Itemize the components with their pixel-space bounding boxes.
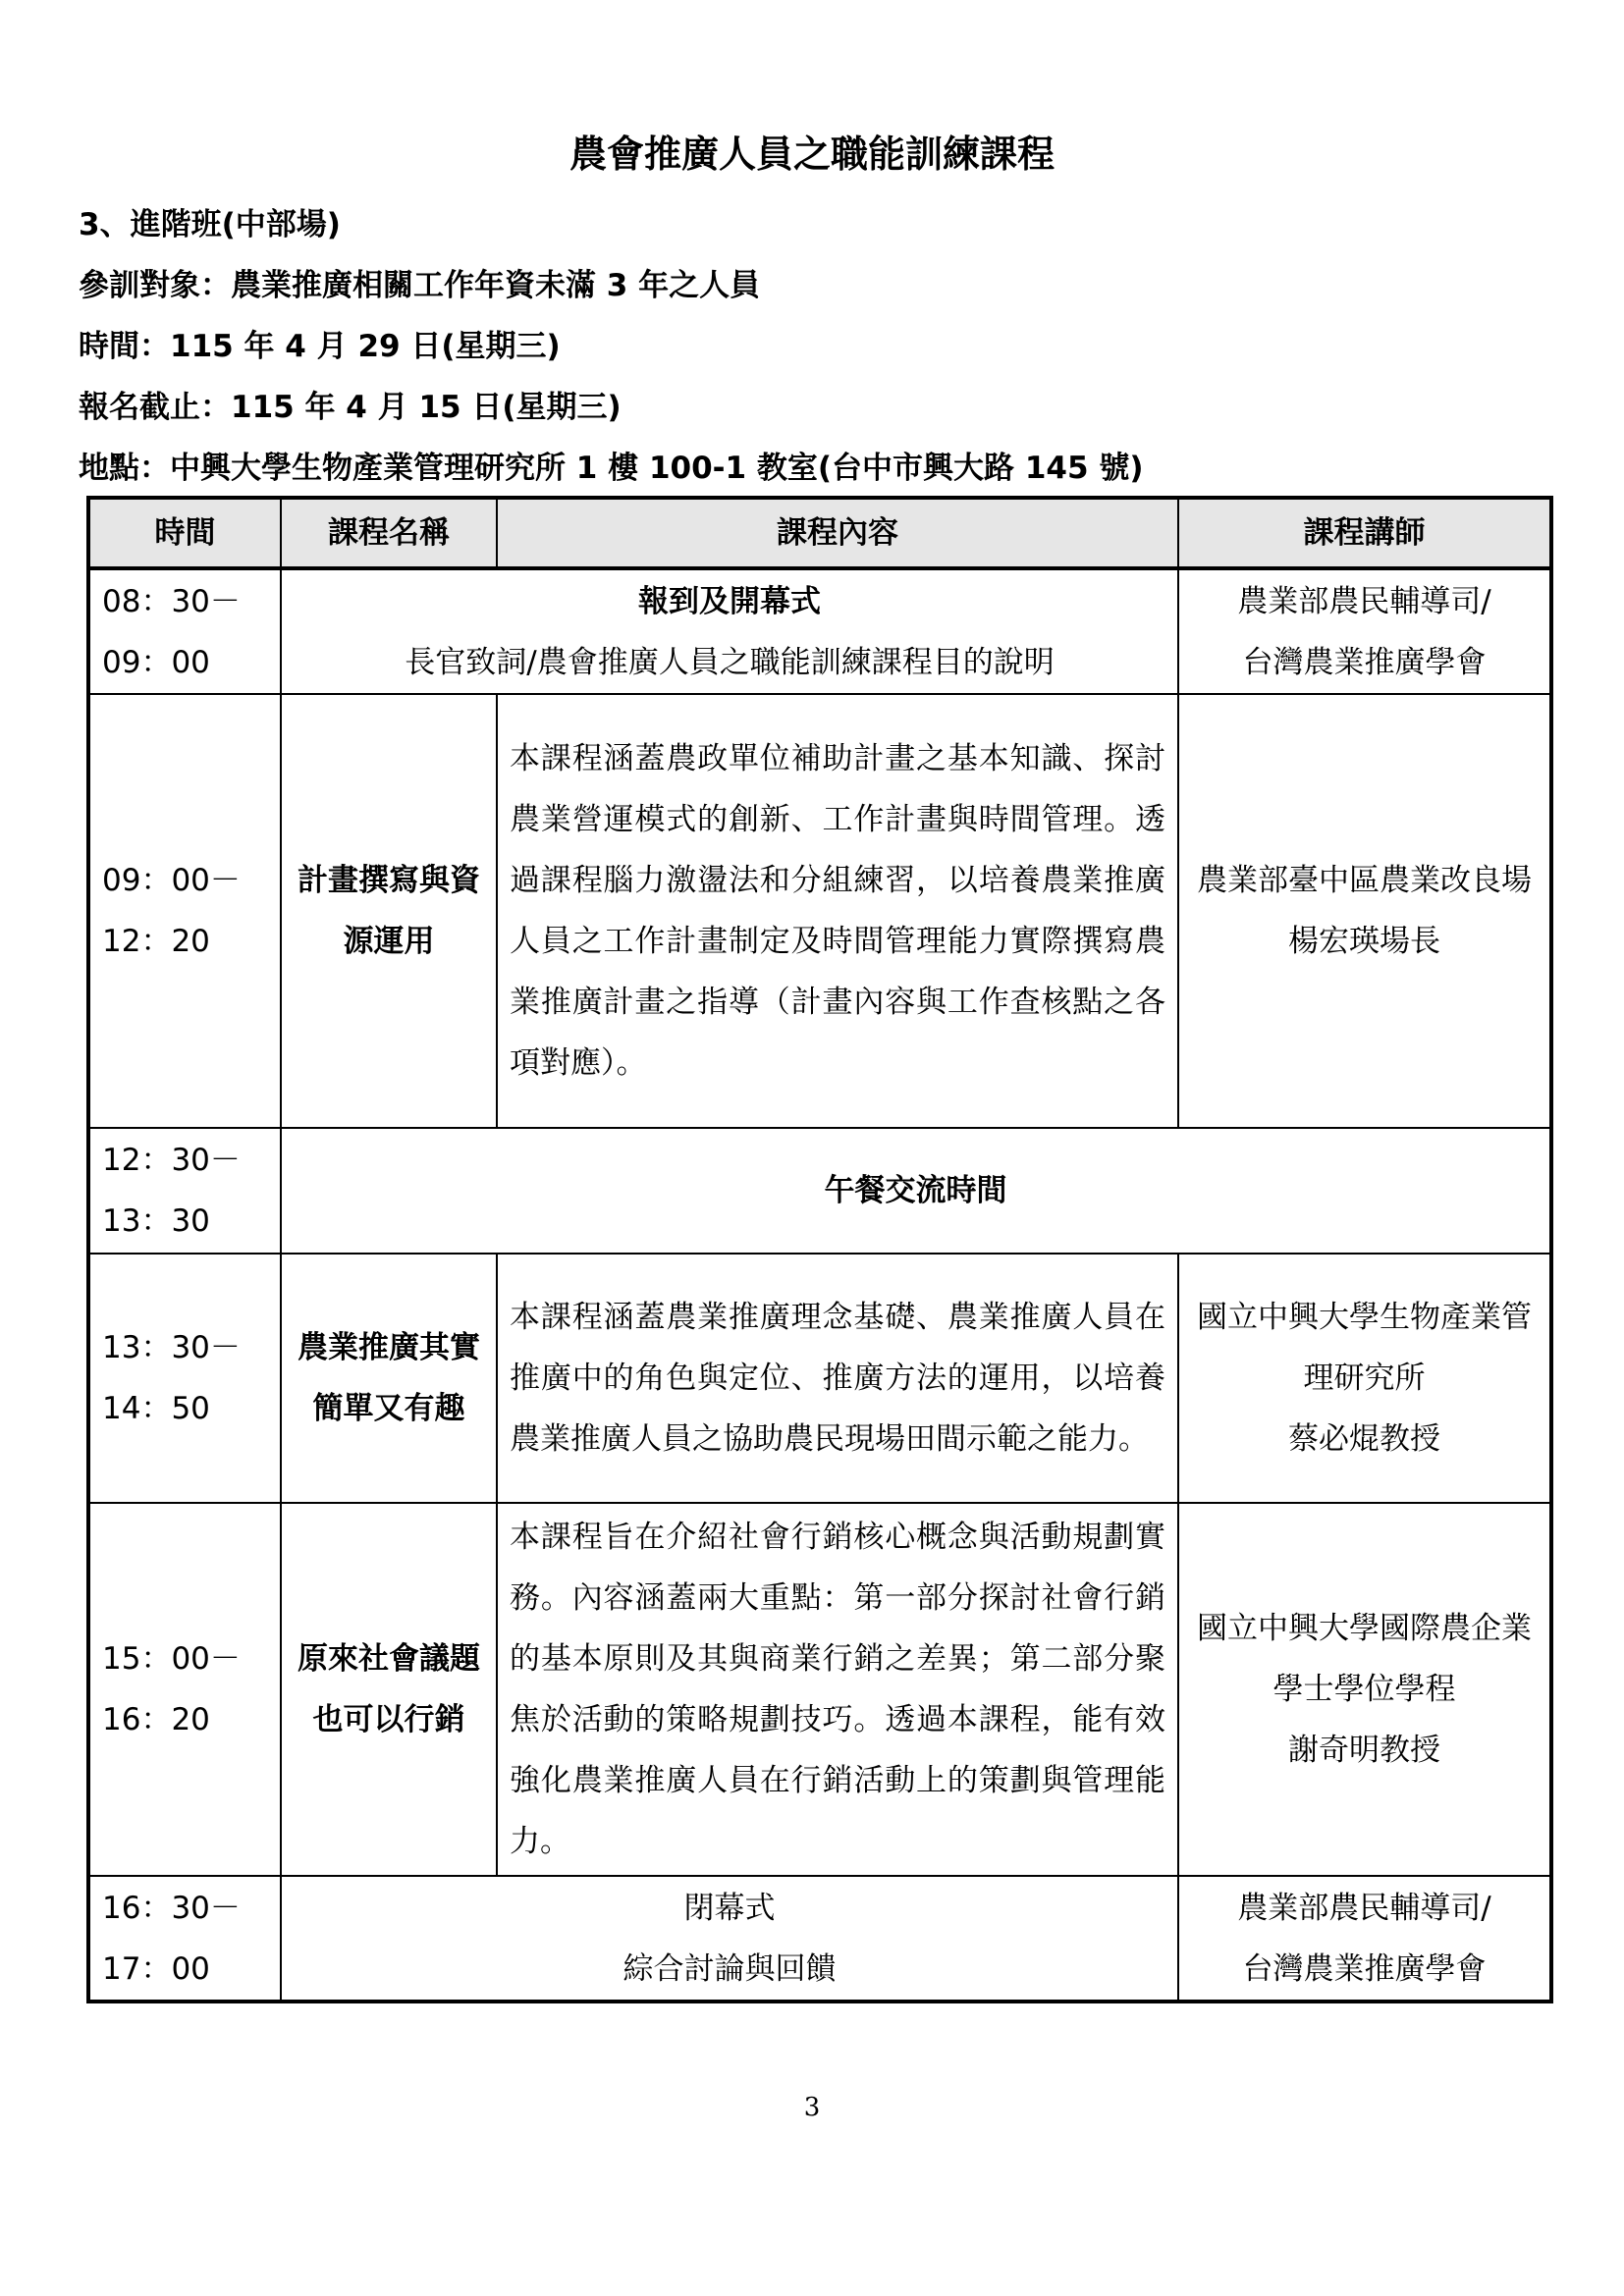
header-course-name: 課程名稱	[281, 498, 497, 568]
course-content-cell: 本課程涵蓋農業推廣理念基礎、農業推廣人員在推廣中的角色與定位、推廣方法的運用，以培養農業推廣人員之協助農民現場田間示範之能力。	[497, 1254, 1178, 1503]
time-start: 15：00－	[102, 1641, 241, 1677]
time-cell	[88, 1876, 281, 2002]
table-row	[88, 568, 1551, 694]
course-name-cell: 計畫撰寫與資源運用	[281, 694, 497, 1128]
course-content-cell: 本課程旨在介紹社會行銷核心概念與活動規劃實務。內容涵蓋兩大重點：第一部分探討社會行銷的基本原則及其與商業行銷之差異；第二部分聚焦於活動的策略規劃技巧。透過本課程，能有效強化農業推廣人員在行銷活動上的策劃與管理能力。	[497, 1503, 1178, 1876]
session-subtitle: 長官致詞/農會推廣人員之職能訓練課程目的說明	[405, 644, 1055, 680]
time-end: 13：30	[102, 1203, 210, 1239]
class-level: 3、進階班(中部場)	[79, 207, 341, 242]
time-start: 08：30－	[102, 583, 241, 619]
schedule-table	[86, 496, 1553, 2003]
course-info	[79, 194, 1551, 499]
table-row	[88, 1128, 1551, 1254]
lecturer-cell	[1178, 568, 1551, 694]
target-participants: 參訓對象：農業推廣相關工作年資未滿 3 年之人員	[79, 268, 761, 303]
lecturer-line: 蔡必焜教授	[1288, 1421, 1440, 1457]
session-title: 閉幕式	[683, 1890, 776, 1926]
lecturer-line: 台灣農業推廣學會	[1242, 644, 1487, 680]
time-cell	[88, 1503, 281, 1876]
header-lecturer: 課程講師	[1178, 498, 1551, 568]
lecturer-line: 台灣農業推廣學會	[1242, 1950, 1487, 1987]
page-number: 3	[803, 2093, 821, 2122]
page-title: 農會推廣人員之職能訓練課程	[568, 133, 1055, 176]
session-title: 報到及開幕式	[638, 583, 821, 619]
lecturer-line: 謝奇明教授	[1288, 1733, 1440, 1768]
merged-session-cell	[281, 568, 1178, 694]
course-name-cell: 農業推廣其實簡單又有趣	[281, 1254, 497, 1503]
course-date: 時間：115 年 4 月 29 日(星期三)	[79, 329, 561, 364]
header-course-content: 課程內容	[497, 498, 1178, 568]
header-time: 時間	[88, 498, 281, 568]
lunch-cell: 午餐交流時間	[281, 1128, 1551, 1254]
time-cell	[88, 694, 281, 1128]
lecturer-line: 農業部農民輔導司/	[1237, 583, 1491, 619]
table-row	[88, 1876, 1551, 2002]
time-start: 16：30－	[102, 1890, 241, 1926]
time-cell	[88, 1128, 281, 1254]
course-content-cell: 本課程涵蓋農政單位補助計畫之基本知識、探討農業營運模式的創新、工作計畫與時間管理。透過課程腦力激盪法和分組練習，以培養農業推廣人員之工作計畫制定及時間管理能力實際撰寫農業推廣計畫之指導（計畫內容與工作查核點之各項對應）。	[497, 694, 1178, 1128]
time-start: 12：30－	[102, 1143, 241, 1178]
lecturer-line: 國立中興大學國際農企業學士學位學程	[1197, 1611, 1532, 1707]
course-name-cell: 原來社會議題也可以行銷	[281, 1503, 497, 1876]
time-end: 14：50	[102, 1391, 210, 1426]
lecturer-line: 國立中興大學生物產業管理研究所	[1197, 1300, 1532, 1396]
lecturer-cell	[1178, 1876, 1551, 2002]
time-start: 13：30－	[102, 1330, 241, 1365]
merged-session-cell	[281, 1876, 1178, 2002]
time-end: 09：00	[102, 644, 210, 680]
lecturer-line: 楊宏瑛場長	[1288, 924, 1440, 959]
registration-deadline: 報名截止：115 年 4 月 15 日(星期三)	[79, 390, 622, 425]
time-end: 17：00	[102, 1950, 210, 1987]
table-row	[88, 694, 1551, 1128]
time-start: 09：00－	[102, 863, 241, 898]
lecturer-cell	[1178, 1503, 1551, 1876]
lecturer-line: 農業部農民輔導司/	[1237, 1890, 1491, 1926]
lecturer-cell	[1178, 694, 1551, 1128]
time-end: 16：20	[102, 1702, 210, 1737]
lecturer-line: 農業部臺中區農業改良場	[1197, 863, 1532, 898]
course-location: 地點：中興大學生物產業管理研究所 1 樓 100-1 教室(台中市興大路 145 號)	[79, 451, 1144, 486]
table-row	[88, 1254, 1551, 1503]
session-subtitle: 綜合討論與回饋	[623, 1950, 837, 1987]
lecturer-cell	[1178, 1254, 1551, 1503]
time-end: 12：20	[102, 924, 210, 959]
time-cell	[88, 1254, 281, 1503]
table-row	[88, 1503, 1551, 1876]
time-cell	[88, 568, 281, 694]
table-header-row	[88, 498, 1551, 568]
